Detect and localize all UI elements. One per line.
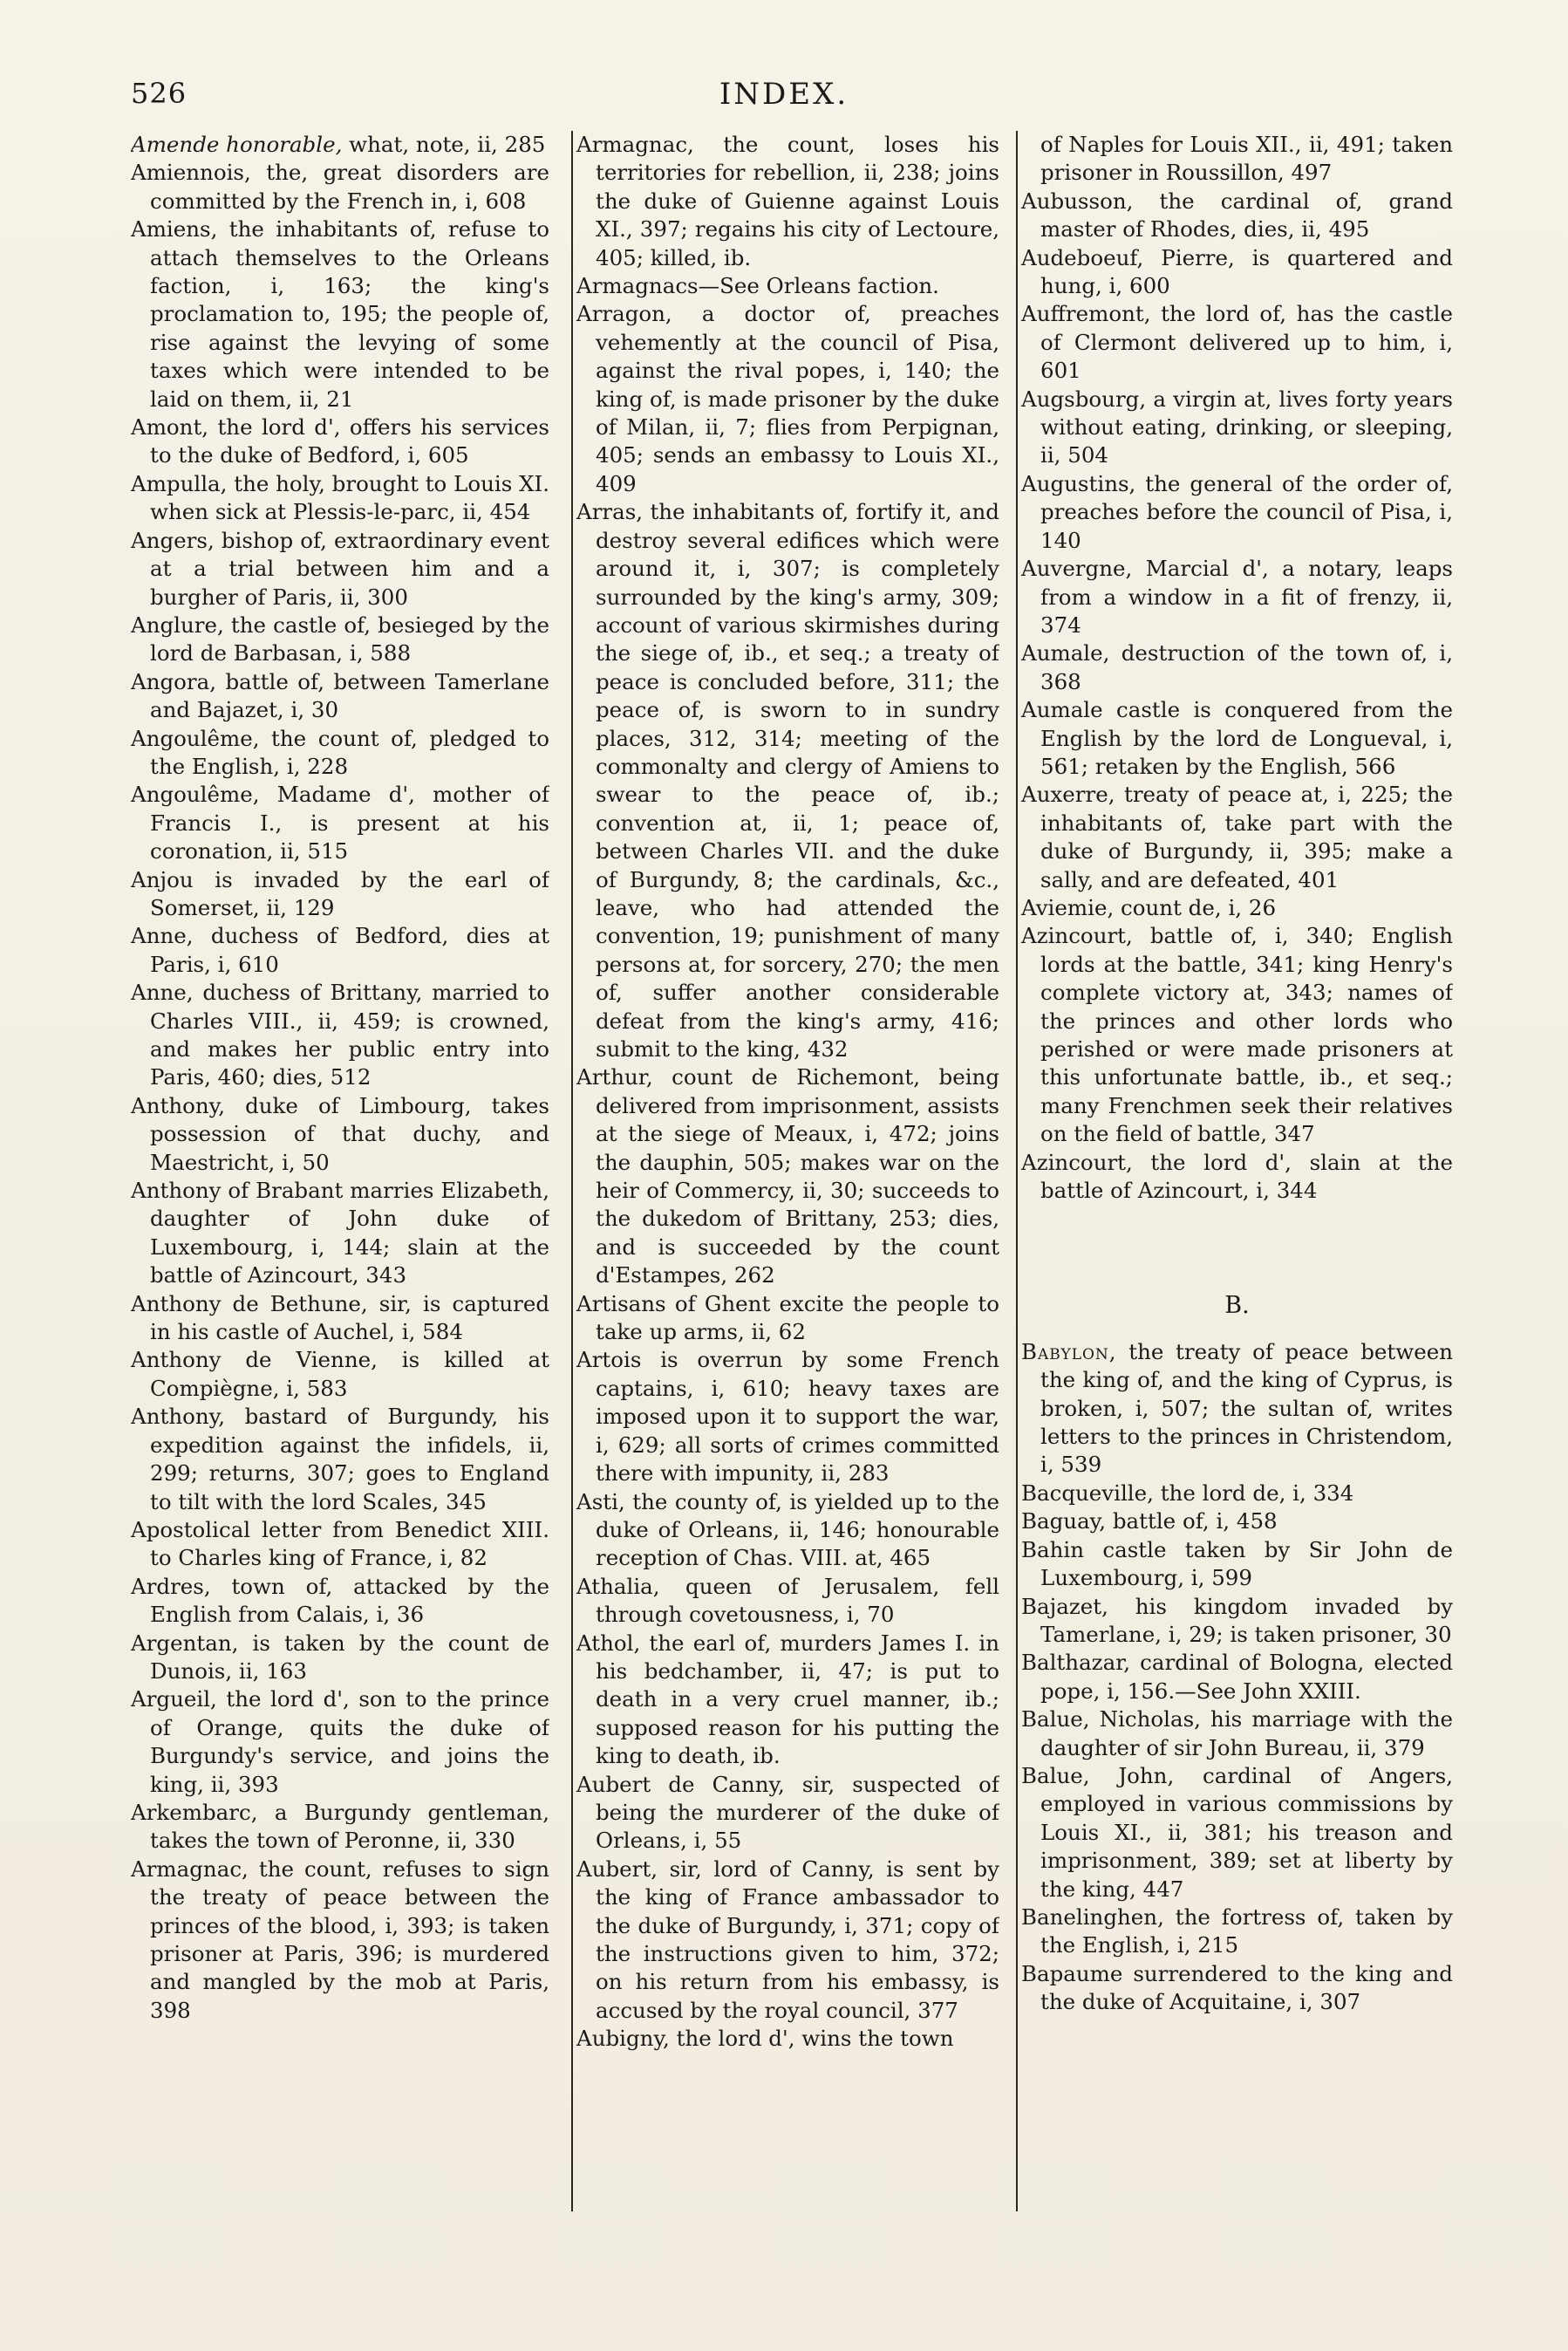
index-entry-text: Bapaume surrendered to the king and the duke of Acquitaine, i, 307 [1021,1960,1453,2015]
index-entry-text: Ardres, town of, attacked by the English from Calais, i, 36 [131,1573,549,1628]
index-entry [131,922,549,979]
index-entry-text: Auffremont, the lord of, has the castle of Clermont delivered up to him, i, 601 [1021,301,1453,384]
index-entry-text: Anne, duchess of Brittany, married to Charles VIII., ii, 459; is crowned, and makes her public entry into Paris, 460; dies, 512 [131,980,549,1090]
index-entry-text: Arragon, a doctor of, preaches vehemently at the council of Pisa, against the rival popes, i, 140; the king of, is made prisoner by the duke of Milan, ii, 7; flies from Perpignan, 405; sends an embassy to Louis XI., 409 [576,301,999,496]
index-entry [131,1092,549,1177]
index-entry [576,131,999,272]
index-entry-text: Balue, Nicholas, his marriage with the daughter of sir John Bureau, ii, 379 [1021,1706,1453,1760]
index-entry-text: Aubert, sir, lord of Canny, is sent by the king of France ambassador to the duke of Burgundy, i, 371; copy of the instructions given to him, 372; on his return from his embassy, is accused by the royal council, 377 [576,1856,999,2023]
index-entry-text: Aubusson, the cardinal of, grand master of Rhodes, dies, ii, 495 [1021,188,1453,243]
index-entry-text: Anthony de Vienne, is killed at Compiègne, i, 583 [131,1347,549,1401]
index-entry-text: what, note, ii, 285 [342,132,546,157]
index-entry [1021,1149,1453,1206]
index-entry [576,1063,999,1289]
index-entry-text: Bajazet, his kingdom invaded by Tamerlane, i, 29; is taken prisoner, 30 [1021,1593,1453,1647]
index-entry-text: Anne, duchess of Bedford, dies at Paris, i, 610 [131,923,549,977]
index-entry [576,1346,999,1487]
index-entry [1021,555,1453,639]
index-entry-text: Apostolical letter from Benedict XIII. to Charles king of France, i, 82 [131,1516,549,1571]
index-entry-text: Amiens, the inhabitants of, refuse to attach themselves to the Orleans faction, i, 163; the king's proclamation to, 195; the people of, rise against the levying of some taxes which were intended to be laid on them, ii, 21 [131,216,549,412]
index-entry [131,1856,549,2025]
index-entry-text: Anthony de Bethune, sir, is captured in his castle of Auchel, i, 584 [131,1290,549,1345]
index-entry-text: Angoulême, Madame d', mother of Francis I., is present at his coronation, ii, 515 [131,782,549,865]
index-entry [1021,131,1453,188]
index-entry [131,1630,549,1686]
index-entry-text: Artois is overrun by some French captains, i, 610; heavy taxes are imposed upon it to support the war, i, 629; all sorts of crimes committed there with impunity, ii, 283 [576,1347,999,1486]
index-entry-heading: Babylon, [1021,1338,1117,1364]
index-entry-text: Aubert de Canny, sir, suspected of being the murderer of the duke of Orleans, i, 55 [576,1771,999,1854]
page-header [131,77,1437,120]
index-entry [131,1290,549,1347]
index-entry-text: Aumale, destruction of the town of, i, 368 [1021,640,1453,694]
index-entry [1021,1338,1453,1480]
index-entry [1021,1593,1453,1650]
index-entry-heading: Amende honorable, [131,132,343,157]
index-column-3 [1016,131,1453,2211]
index-entry [1021,1480,1453,1507]
index-entry-text: Azincourt, the lord d', slain at the battle of Azincourt, i, 344 [1021,1149,1453,1204]
index-entry-text: Arras, the inhabitants of, fortify it, and destroy several edifices which were around it, i, 307; is completely surrounded by the king's army, 309; account of various skirmishes during the siege of, ib., et seq.; a treaty of peace is concluded before, 311; the peace of, is sworn to in sundry places, 312, 314; meeting of the commonalty and clergy of Amiens to swear to the peace of, ib.; convention at, ii, 1; peace of, between Charles VII. and the duke of Burgundy, 8; the cardinals, &c., leave, who had attended the convention, 19; punishment of many persons at, for sorcery, 270; the men of, suffer another considerable defeat from the king's army, 416; submit to the king, 432 [576,499,999,1062]
index-column-2 [571,131,999,2211]
index-entry [131,527,549,612]
index-entry [131,725,549,782]
index-entry [1021,188,1453,244]
index-entry-text: Aviemie, count de, i, 26 [1021,894,1277,920]
index-entry [131,1516,549,1573]
index-entry-text: Baguay, battle of, i, 458 [1021,1508,1278,1534]
index-entry [131,413,549,470]
index-entry-text: the treaty of peace between the king of, and the king of Cyprus, is broken, i, 507; the sultan of, writes letters to the princes in Christendom, i, 539 [1040,1338,1453,1478]
index-entry-text: Armagnac, the count, refuses to sign the treaty of peace between the princes of the blood, i, 393; is taken prisoner at Paris, 396; is murdered and mangled by the mob at Paris, 398 [131,1856,549,2023]
index-entry [131,1403,549,1516]
index-entry [1021,1762,1453,1903]
index-entry [1021,1705,1453,1762]
index-entry [1021,696,1453,781]
index-entry-text: Asti, the county of, is yielded up to the duke of Orleans, ii, 146; honourable reception of Chas. VIII. at, 465 [576,1488,999,1571]
index-entry [1021,1960,1453,2017]
index-entry-text: Argentan, is taken by the count de Dunois, ii, 163 [131,1630,549,1684]
index-entry-text: Balue, John, cardinal of Angers, employed in various commissions by Louis XI., ii, 381; his treason and imprisonment, 389; set at liberty by the king, 447 [1021,1762,1453,1902]
index-entry [1021,1507,1453,1535]
index-entry [1021,470,1453,555]
page-number: 526 [131,77,187,110]
index-entry-text: Aumale castle is conquered from the English by the lord de Longueval, i, 561; retaken by the English, 566 [1021,697,1453,779]
index-entry [131,781,549,865]
index-entry [131,1346,549,1403]
index-entry-text: Ampulla, the holy, brought to Louis XI. when sick at Plessis-le-parc, ii, 454 [131,470,549,525]
index-entry-text: Augsbourg, a virgin at, lives forty years without eating, drinking, or sleeping, ii, 504 [1021,386,1453,468]
index-entry-text: Anjou is invaded by the earl of Somerset, ii, 129 [131,866,549,920]
index-entry-text: Arthur, count de Richemont, being delivered from imprisonment, assists at the siege of Meaux, i, 472; joins the dauphin, 505; makes war on the heir of Commercy, ii, 30; succeeds to the dukedom of Brittany, 253; dies, and is succeeded by the count d'Estampes, 262 [576,1064,999,1288]
index-entry [131,979,549,1092]
index-column-3-entries [1021,131,1453,1205]
index-entry [131,470,549,527]
index-entry-text: Auxerre, treaty of peace at, i, 225; the inhabitants of, take part with the duke of Burgundy, ii, 395; make a sally, and are defeated, 401 [1021,782,1453,892]
index-entry [131,1685,549,1799]
index-entry [1021,922,1453,1148]
index-entry [1021,244,1453,301]
index-entry [1021,639,1453,696]
index-entry [131,131,549,159]
index-entry [1021,300,1453,385]
index-entry [1021,386,1453,470]
index-entry-text: of Naples for Louis XII., ii, 491; taken prisoner in Roussillon, 497 [1040,132,1453,186]
index-entry-text: Anthony, duke of Limbourg, takes possession of that duchy, and Maestricht, i, 50 [131,1092,549,1175]
index-entry-text: Athalia, queen of Jerusalem, fell through covetousness, i, 70 [576,1573,999,1628]
index-column-1 [131,131,549,2211]
index-entry-text: Artisans of Ghent excite the people to take up arms, ii, 62 [576,1290,999,1345]
index-entry-text: Amont, the lord d', offers his services to the duke of Bedford, i, 605 [131,414,549,468]
index-entry [1021,781,1453,894]
index-entry-text: Angers, bishop of, extraordinary event at a trial between him and a burgher of Paris, ii, 300 [131,527,549,610]
section-letter-b: B. [1224,1292,1250,1320]
index-entry-text: Armagnac, the count, loses his territories for rebellion, ii, 238; joins the duke of Guienne against Louis XI., 397; regains his city of Lectoure, 405; killed, ib. [576,132,999,270]
section-b-entries [1021,1338,1453,2017]
index-entry [576,1630,999,1771]
index-entry-text: Azincourt, battle of, i, 340; English lords at the battle, 341; king Henry's complete victory at, 343; names of the princes and other lords who perished or were made prisoners at this unfortunate battle, ib., et seq.; many Frenchmen seek their relatives on the field of battle, 347 [1021,923,1453,1147]
index-entry [131,1177,549,1290]
index-entry-text: Anthony of Brabant marries Elizabeth, daughter of John duke of Luxembourg, i, 144; slain at the battle of Azincourt, 343 [131,1178,549,1288]
index-entry-text: Amiennois, the, great disorders are committed by the French in, i, 608 [131,160,549,214]
index-entry [576,498,999,1063]
index-entry [576,1488,999,1573]
index-entry-text: Bacqueville, the lord de, i, 334 [1021,1480,1354,1506]
index-entry [576,1573,999,1630]
index-entry [1021,894,1453,922]
index-entry [1021,1536,1453,1593]
index-entry [131,1573,549,1630]
index-entry [131,866,549,923]
index-entry [1021,1649,1453,1705]
index-entry [131,612,549,668]
page-title: INDEX. [719,77,849,112]
index-entry [1021,1903,1453,1960]
index-entry-text: Augustins, the general of the order of, preaches before the council of Pisa, i, 140 [1021,470,1453,553]
index-entry-text: Bahin castle taken by Sir John de Luxembourg, i, 599 [1021,1536,1453,1591]
index-entry [576,1771,999,1856]
index-entry [576,272,999,300]
index-entry [131,159,549,215]
index-entry-text: Argueil, the lord d', son to the prince of Orange, quits the duke of Burgundy's service, and joins the king, ii, 393 [131,1686,549,1797]
index-entry [576,2025,999,2053]
index-entry-text: Angora, battle of, between Tamerlane and Bajazet, i, 30 [131,668,549,723]
index-entry [576,1290,999,1347]
index-entry-text: Armagnacs—See Orleans faction. [576,273,939,299]
index-entry-text: Aubigny, the lord d', wins the town [576,2026,954,2052]
index-entry-text: Arkembarc, a Burgundy gentleman, takes the town of Peronne, ii, 330 [131,1799,549,1854]
index-entry-text: Anthony, bastard of Burgundy, his expedition against the infidels, ii, 299; returns, 307; goes to England to tilt with the lord Scales, 345 [131,1404,549,1514]
index-entry-text: Banelinghen, the fortress of, taken by the English, i, 215 [1021,1903,1453,1958]
index-entry [131,1799,549,1856]
index-entry-text: Anglure, the castle of, besieged by the lord de Barbasan, i, 588 [131,612,549,666]
index-entry [576,300,999,498]
index-entry-text: Balthazar, cardinal of Bologna, elected pope, i, 156.—See John XXIII. [1021,1650,1453,1704]
index-entry [131,215,549,413]
index-entry-text: Auvergne, Marcial d', a notary, leaps from a window in a fit of frenzy, ii, 374 [1021,556,1453,638]
index-entry-text: Audeboeuf, Pierre, is quartered and hung, i, 600 [1021,244,1453,299]
index-entry-text: Angoulême, the count of, pledged to the English, i, 228 [131,725,549,779]
index-entry-text: Athol, the earl of, murders James I. in his bedchamber, ii, 47; is put to death in a very cruel manner, ib.; supposed reason for his putting the king to death, ib. [576,1630,999,1769]
index-entry [576,1856,999,2025]
index-entry [131,668,549,725]
